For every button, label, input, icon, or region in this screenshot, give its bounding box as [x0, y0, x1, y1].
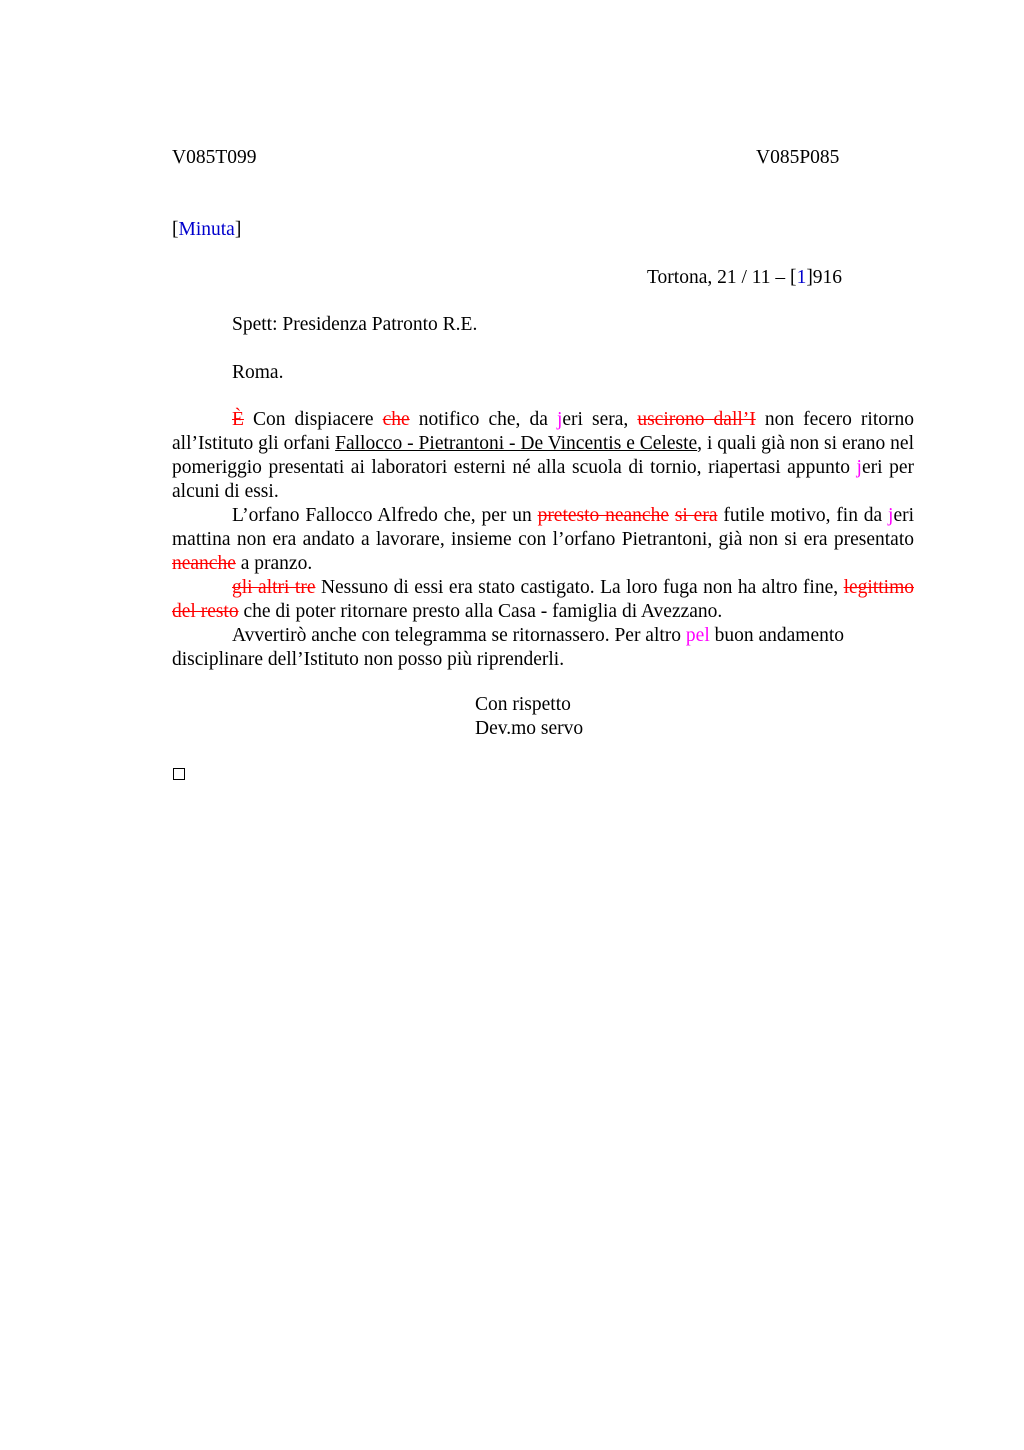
- bracket-open: [: [172, 219, 179, 240]
- empty-box-icon: [173, 768, 185, 780]
- deleted-text: uscirono dall’I: [637, 409, 756, 430]
- archive-code-left: V085T099: [172, 147, 257, 168]
- paragraph-2: L’orfano Fallocco Alfredo che, per un pretesto neanche si era futile motivo, fin da jeri mattina non era andato a lavorare, insieme con l’orfano Pietrantoni, già non si era presentato neanche a pranzo.: [172, 505, 915, 574]
- date-editor-digit: 1: [796, 267, 807, 288]
- inserted-text: pel: [685, 625, 710, 646]
- deleted-text: legittimo del resto: [172, 577, 914, 622]
- deleted-text: pretesto neanche: [537, 505, 669, 526]
- paragraph-1: È Con dispiacere che notifico che, da jeri sera, uscirono dall’I non fecero ritorno all’Istituto gli orfani Fallocco - Pietrantoni - De Vincentis e Celeste, i quali già non si erano nel pomeriggio presentati ai laboratori esterni né alla scuola di tornio, riapertasi appunto jeri per alcuni di essi.: [172, 409, 915, 502]
- closing-line-1: Con rispetto: [475, 694, 571, 715]
- inserted-text: j: [856, 457, 862, 478]
- letter-body: [172, 408, 914, 672]
- paragraph-3: gli altri tre Nessuno di essi era stato castigato. La loro fuga non ha altro fine, legittimo del resto che di poter ritornare presto alla Casa - famiglia di Avezzano.: [172, 577, 914, 622]
- inserted-text: j: [888, 505, 894, 526]
- closing-line-2: Dev.mo servo: [475, 718, 584, 739]
- deleted-text: È: [232, 409, 244, 430]
- document-type-label: [172, 218, 241, 242]
- archive-code-right: V085P085: [756, 147, 840, 168]
- bracket-close: ]: [234, 219, 242, 240]
- date-suffix: ]916: [806, 267, 843, 288]
- paragraph-4: Avvertirò anche con telegramma se ritornassero. Per altro pel buon andamento disciplinare dell’Istituto non posso più riprenderli.: [172, 625, 845, 670]
- addressee: Spett: Presidenza Patronto R.E.: [232, 314, 478, 335]
- deleted-text: neanche: [172, 553, 236, 574]
- deleted-text: si era: [674, 505, 718, 526]
- date-prefix: Tortona, 21 / 11 – [: [647, 267, 797, 288]
- document-type-text: Minuta: [178, 219, 235, 240]
- addressee-city: Roma.: [232, 362, 284, 383]
- inserted-text: j: [556, 409, 563, 430]
- deleted-text: che: [382, 409, 410, 430]
- letter-date: [647, 266, 842, 290]
- deleted-text: gli altri tre: [232, 577, 316, 598]
- orphan-names: Fallocco - Pietrantoni - De Vincentis e Celeste: [335, 433, 698, 454]
